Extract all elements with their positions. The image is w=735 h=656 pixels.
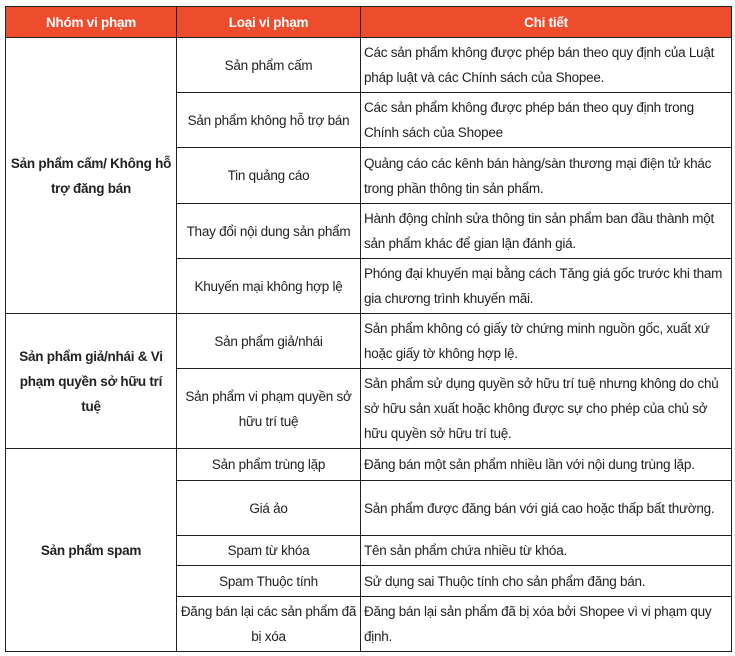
violation-type: Đăng bán lại các sản phẩm đã bị xóa [177, 597, 361, 652]
violation-group: Sản phẩm cấm/ Không hỗ trợ đăng bán [6, 38, 177, 314]
violations-table [5, 6, 732, 652]
violation-type: Sản phẩm không hỗ trợ bán [177, 93, 361, 148]
violation-detail: Hành động chỉnh sửa thông tin sản phẩm ban đầu thành một sản phẩm khác để gian lận đánh giá. [361, 204, 732, 259]
violation-type: Sản phẩm vi phạm quyền sở hữu trí tuệ [177, 369, 361, 449]
header-row [6, 7, 732, 38]
header-group: Nhóm vi phạm [6, 7, 177, 38]
violation-detail: Sản phẩm không có giấy tờ chứng minh nguồn gốc, xuất xứ hoặc giấy tờ không hợp lệ. [361, 314, 732, 369]
violation-detail: Đăng bán lại sản phẩm đã bị xóa bởi Shopee vì vi phạm quy định. [361, 597, 732, 652]
table-row [6, 314, 732, 369]
violation-detail: Các sản phẩm không được phép bán theo quy định trong Chính sách của Shopee [361, 93, 732, 148]
violation-type: Spam từ khóa [177, 536, 361, 566]
violation-detail: Sử dụng sai Thuộc tính cho sản phẩm đăng bán. [361, 566, 732, 597]
violation-detail: Các sản phẩm không được phép bán theo quy định của Luật pháp luật và các Chính sách của Shopee. [361, 38, 732, 93]
violation-detail: Tên sản phẩm chứa nhiều từ khóa. [361, 536, 732, 566]
violation-group: Sản phẩm spam [6, 449, 177, 652]
violation-type: Khuyến mại không hợp lệ [177, 259, 361, 314]
violation-detail: Phóng đại khuyến mại bằng cách Tăng giá gốc trước khi tham gia chương trình khuyến mãi. [361, 259, 732, 314]
violation-detail: Sản phẩm sử dụng quyền sở hữu trí tuệ nhưng không do chủ sở hữu sản xuất hoặc không được sự cho phép của chủ sở hữu quyền sở hữu trí tuệ. [361, 369, 732, 449]
violation-type: Spam Thuộc tính [177, 566, 361, 597]
violation-type: Thay đổi nội dung sản phẩm [177, 204, 361, 259]
table-row [6, 38, 732, 93]
violation-group: Sản phẩm giả/nhái & Vi phạm quyền sở hữu trí tuệ [6, 314, 177, 449]
header-detail: Chi tiết [361, 7, 732, 38]
violation-type: Giá ảo [177, 481, 361, 536]
header-type: Loại vi phạm [177, 7, 361, 38]
violation-detail: Đăng bán một sản phẩm nhiều lần với nội dung trùng lặp. [361, 449, 732, 481]
violation-type: Sản phẩm trùng lặp [177, 449, 361, 481]
table-row [6, 449, 732, 481]
violation-detail: Sản phẩm được đăng bán với giá cao hoặc thấp bất thường. [361, 481, 732, 536]
violation-type: Tin quảng cáo [177, 148, 361, 204]
violation-type: Sản phẩm giả/nhái [177, 314, 361, 369]
violation-detail: Quảng cáo các kênh bán hàng/sàn thương mại điện tử khác trong phần thông tin sản phẩm. [361, 148, 732, 204]
violation-type: Sản phẩm cấm [177, 38, 361, 93]
